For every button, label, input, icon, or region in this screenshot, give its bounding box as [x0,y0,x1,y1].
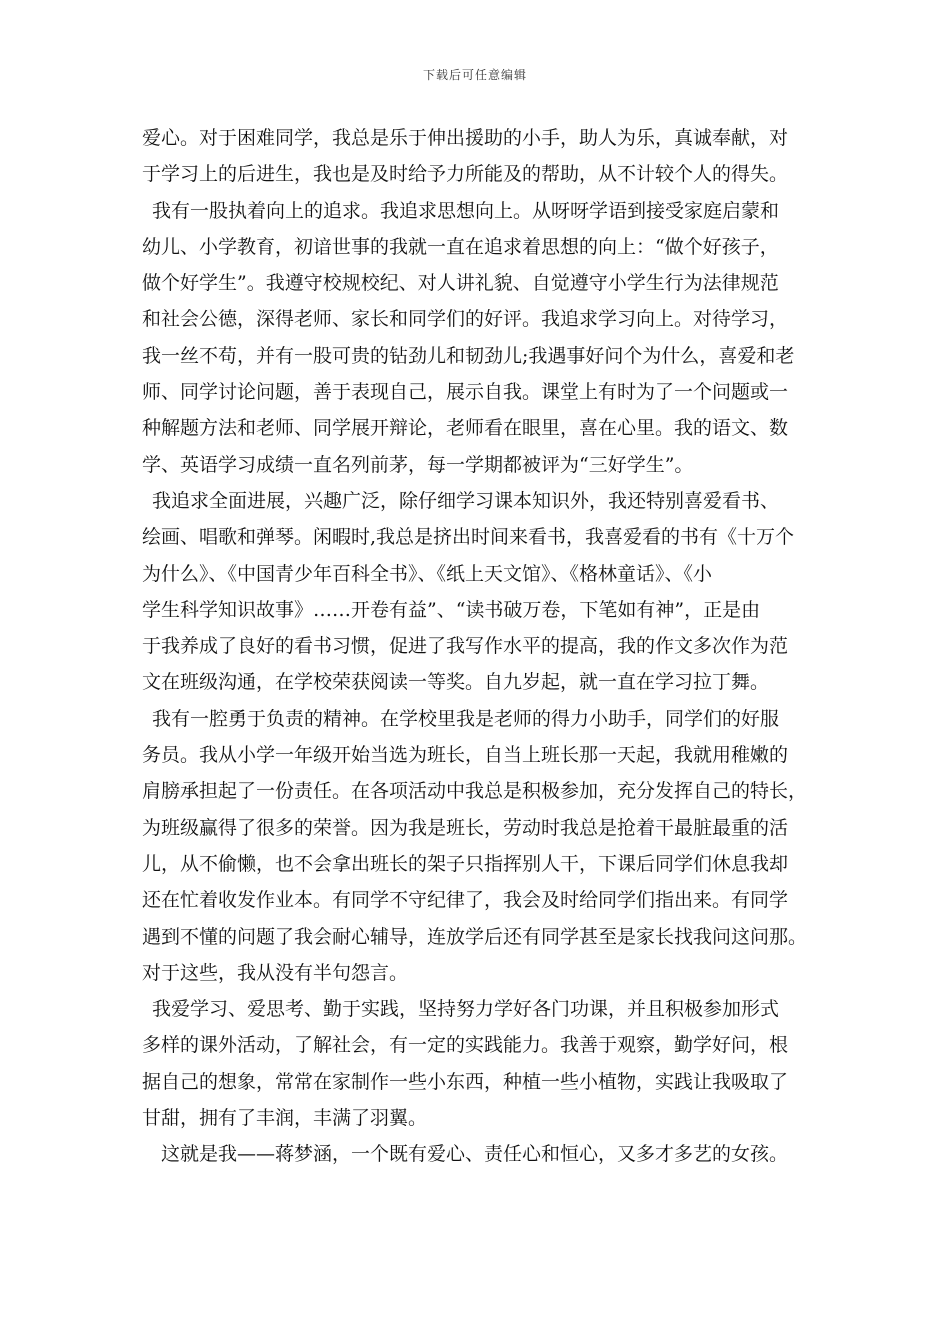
paragraph-start-line: 我追求全面进展，兴趣广泛，除仔细学习课本知识外，我还特别喜爱看书、 [152,489,780,512]
text-line: 于学习上的后进生，我也是及时给予力所能及的帮助，从不计较个人的得失。 [142,163,789,186]
paragraph-start-line: 这就是我——蒋梦涵，一个既有爱心、责任心和恒心，又多才多艺的女孩。 [161,1143,789,1166]
text-line: 文在班级沟通，在学校荣获阅读一等奖。自九岁起，就一直在学习拉丁舞。 [142,671,770,694]
text-line: 务员。我从小学一年级开始当选为班长，自当上班长那一天起，我就用稚嫩的 [142,744,789,767]
text-line: 我一丝不苟，并有一股可贵的钻劲儿和韧劲儿;我遇事好问个为什么，喜爱和老 [142,344,795,367]
text-line: 多样的课外活动，了解社会，有一定的实践能力。我善于观察，勤学好问，根 [142,1034,789,1057]
text-line: 肩膀承担起了一份责任。在各项活动中我总是积极参加，充分发挥自己的特长， [142,780,808,803]
text-line: 儿，从不偷懒，也不会拿出班长的架子只指挥别人干，下课后同学们休息我却 [142,852,789,875]
text-line: 还在忙着收发作业本。有同学不守纪律了，我会及时给同学们指出来。有同学 [142,889,789,912]
document-body [142,120,822,1173]
text-line: 学、英语学习成绩一直名列前茅，每一学期都被评为“三好学生”。 [142,453,694,476]
text-line: 绘画、唱歌和弹琴。闲暇时,我总是挤出时间来看书，我喜爱看的书有《十万个 [142,526,795,549]
text-line: 于我养成了良好的看书习惯，促进了我写作水平的提高，我的作文多次作为范 [142,635,789,658]
text-line: 做个好学生”。我遵守校规校纪、对人讲礼貌、自觉遵守小学生行为法律规范 [142,272,779,295]
text-line: 爱心。对于困难同学，我总是乐于伸出援助的小手，助人为乐，真诚奉献，对 [142,127,789,149]
paragraph-start-line: 我爱学习、爱思考、勤于实践，坚持努力学好各门功课，并且积极参加形式 [152,998,780,1021]
text-line: 据自己的想象，常常在家制作一些小东西，种植一些小植物，实践让我吸取了 [142,1070,789,1093]
text-line: 和社会公德，深得老师、家长和同学们的好评。我追求学习向上。对待学习， [142,308,789,331]
text-line: 甘甜，拥有了丰润，丰满了羽翼。 [142,1107,428,1130]
text-line: 对于这些，我从没有半句怨言。 [142,961,409,984]
paragraph-start-line: 我有一股执着向上的追求。我追求思想向上。从呀呀学语到接受家庭启蒙和 [152,199,780,222]
paragraph-start-line: 我有一腔勇于负责的精神。在学校里我是老师的得力小助手，同学们的好服 [152,707,780,730]
page-header: 下载后可任意编辑 [422,68,527,82]
text-line: 幼儿、小学教育，初谙世事的我就一直在追求着思想的向上：“做个好孩子， [142,235,779,258]
text-line: 学生科学知识故事》……开卷有益”、“读书破万卷，下笔如有神”，正是由 [142,598,761,621]
text-line: 为什么》、《中国青少年百科全书》、《纸上天文馆》、《格林童话》、《小 [142,562,713,585]
text-line: 为班级赢得了很多的荣誉。因为我是班长，劳动时我总是抢着干最脏最重的活 [142,816,789,839]
text-line: 遇到不懂的问题了我会耐心辅导，连放学后还有同学甚至是家长找我问这问那。 [142,925,808,948]
text-line: 种解题方法和老师、同学展开辩论，老师看在眼里，喜在心里。我的语文、数 [142,417,789,440]
text-line: 师、同学讨论问题，善于表现自己，展示自我。课堂上有时为了一个问题或一 [142,381,789,404]
